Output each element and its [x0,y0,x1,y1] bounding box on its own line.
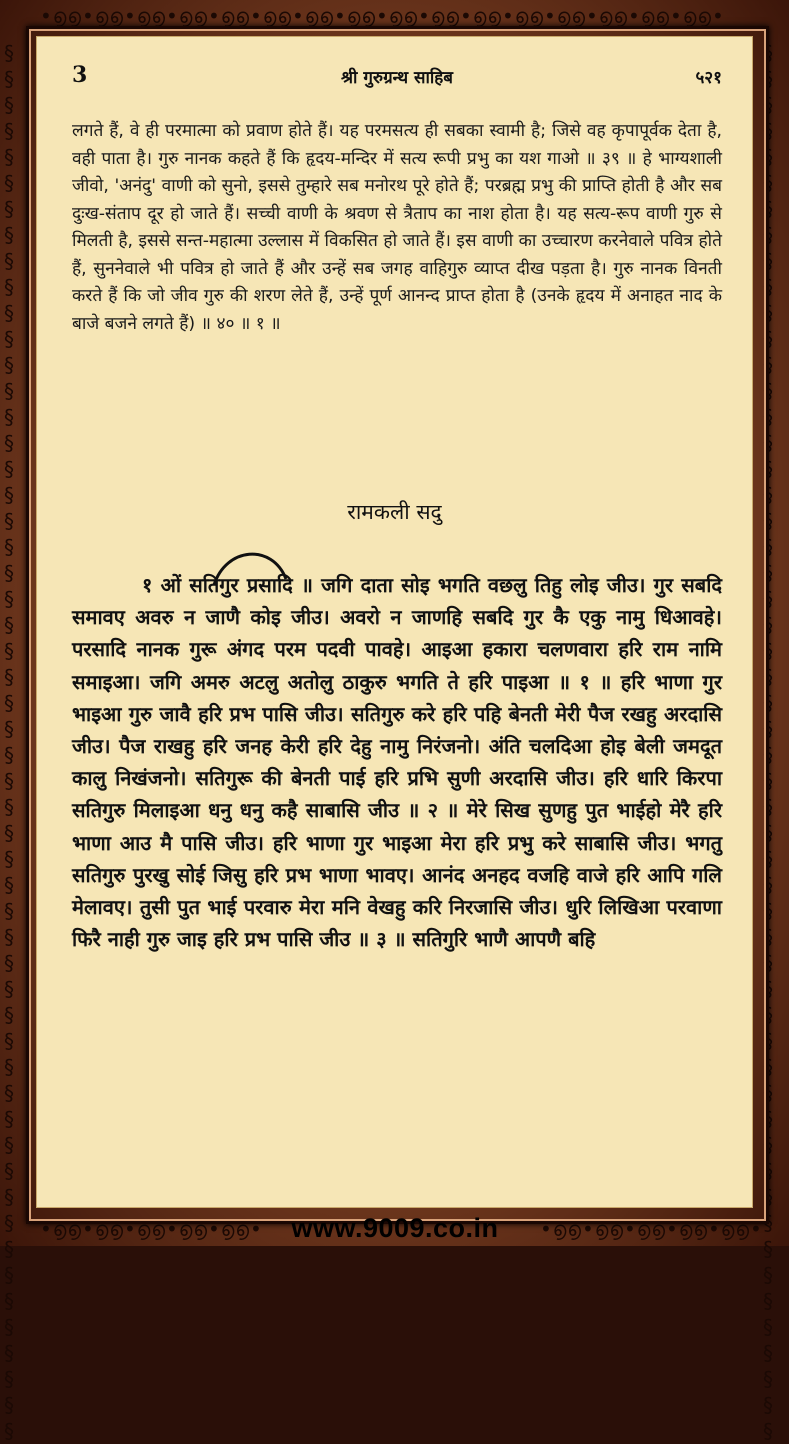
ornament-left: § § § § § § § § § § § § § § § § § § § § § § § § § § § § § § § § § § § § § § § § § § § § § § § § § § § § § § [4,41,15,1443]
scripture-title: श्री गुरुग्रन्थ साहिब [340,68,454,88]
hindi-translation: लगते हैं, वे ही परमात्मा को प्रवाण होते हैं। यह परमसत्य ही सबका स्वामी है; जिसे वह कृपापूर्वक देता है, वही पाता है। गुरु नानक कहते हैं कि हृदय-मन्दिर में सत्य रूपी प्रभु का यश गाओ ॥ ३९ ॥ हे भाग्यशाली जीवो, 'अनंदु' वाणी को सुनो, इससे तुम्हारे सब मनोरथ पूरे होते हैं; परब्रह्म प्रभु की प्राप्ति होती है और सब दुःख-संताप दूर हो जाते हैं। सच्ची वाणी के श्रवण से त्रैताप का नाश होता है। यह सत्य-रूप वाणी गुरु से मिलती है, इससे सन्त-महात्मा उल्लास में विकसित हो जाते हैं। इस वाणी का उच्चारण करनेवाले पवित्र होते हैं, सुननेवाले भी पवित्र हो जाते हैं और उन्हें सब जगह वाहिगुरु व्याप्त दीख पड़ता है। गुरु नानक विनती करते हैं कि जो जीव गुरु की शरण लेते हैं, उन्हें पूर्ण आनन्द प्राप्त होता है (उनके हृदय में अनाहत नाद के बाजे बजने लगते हैं) ॥ ४० ॥ १ ॥ [72,121,723,334]
gurbani-text: १ ओं सतिगुर प्रसादि ॥ जगि दाता सोइ भगति वछलु तिहु लोइ जीउ। गुर सबदि समावए अवरु न जाणै कोइ जीउ। अवरो न जाणहि सबदि गुर कै एकु नामु धिआवहे। परसादि नानक गुरू अंगद परम पदवी पावहे। आइआ हकारा चलणवारा हरि राम नामि समाइआ। जगि अमरु अटलु अतोलु ठाकुरु भगति ते हरि पाइआ ॥ १ ॥ हरि भाणा गुर भाइआ गुरु जावै हरि प्रभ पासि जीउ। सतिगुरु करे हरि पहि बेनती मेरी पैज रखहु अरदासि जीउ। पैज राखहु हरि जनह केरी हरि देहु नामु निरंजनो। अंति चलदिआ होइ बेली जमदूत कालु निखंजनो। सतिगुरू की बेनती पाई हरि प्रभि सुणी अरदासि जीउ। हरि धारि किरपा सतिगुरु मिलाइआ धनु धनु कहै साबासि जीउ ॥ २ ॥ मेरे सिख सुणहु पुत भाईहो मेरै हरि भाणा आउ मै पासि जीउ। हरि भाणा गुर भाइआ मेरा हरि प्रभु करे साबासि जीउ। भगतु सतिगुरु पुरखु सोई जिसु हरि प्रभ भाणा भावए। आनंद अनहद वजहि वाजे हरि आपि गलि मेलावए। तुसी पुत भाई परवारु मेरा मनि वेखहु करि निरजासि जीउ। धुरि लिखिआ परवाणा फिरै नाही गुरु जाइ हरि प्रभ पासि जीउ ॥ ३ ॥ सतिगुरि भाणै आपणै बहि [72,573,722,952]
ang-number: ५२१ [695,68,722,88]
scripture-page [36,36,753,1208]
page-number: 3 [72,62,88,88]
page-header [72,62,722,92]
ornament-right: § § § § § § § § § § § § § § § § § § § § § § § § § § § § § § § § § § § § § § § § § § § § § § § § § § § § § § [763,41,774,1443]
ornament-top: •൭൭•൭൭•൭൭•൭൭•൭൭•൭൭•൭൭•൭൭•൭൭•൭൭•൭൭•൭൭•൭൭•൭൭•൭൭•൭൭• [40,4,725,28]
ornament-bottom-left: •൭൭•൭൭•൭൭•൭൭•൭൭• [40,1217,263,1241]
ornament-bottom-right: •൭൭•൭൭•൭൭•൭൭•൭൭• [540,1217,763,1241]
website-url[interactable]: www.9009.co.in [291,1213,499,1243]
section-title: रामकली सदु [347,500,442,524]
